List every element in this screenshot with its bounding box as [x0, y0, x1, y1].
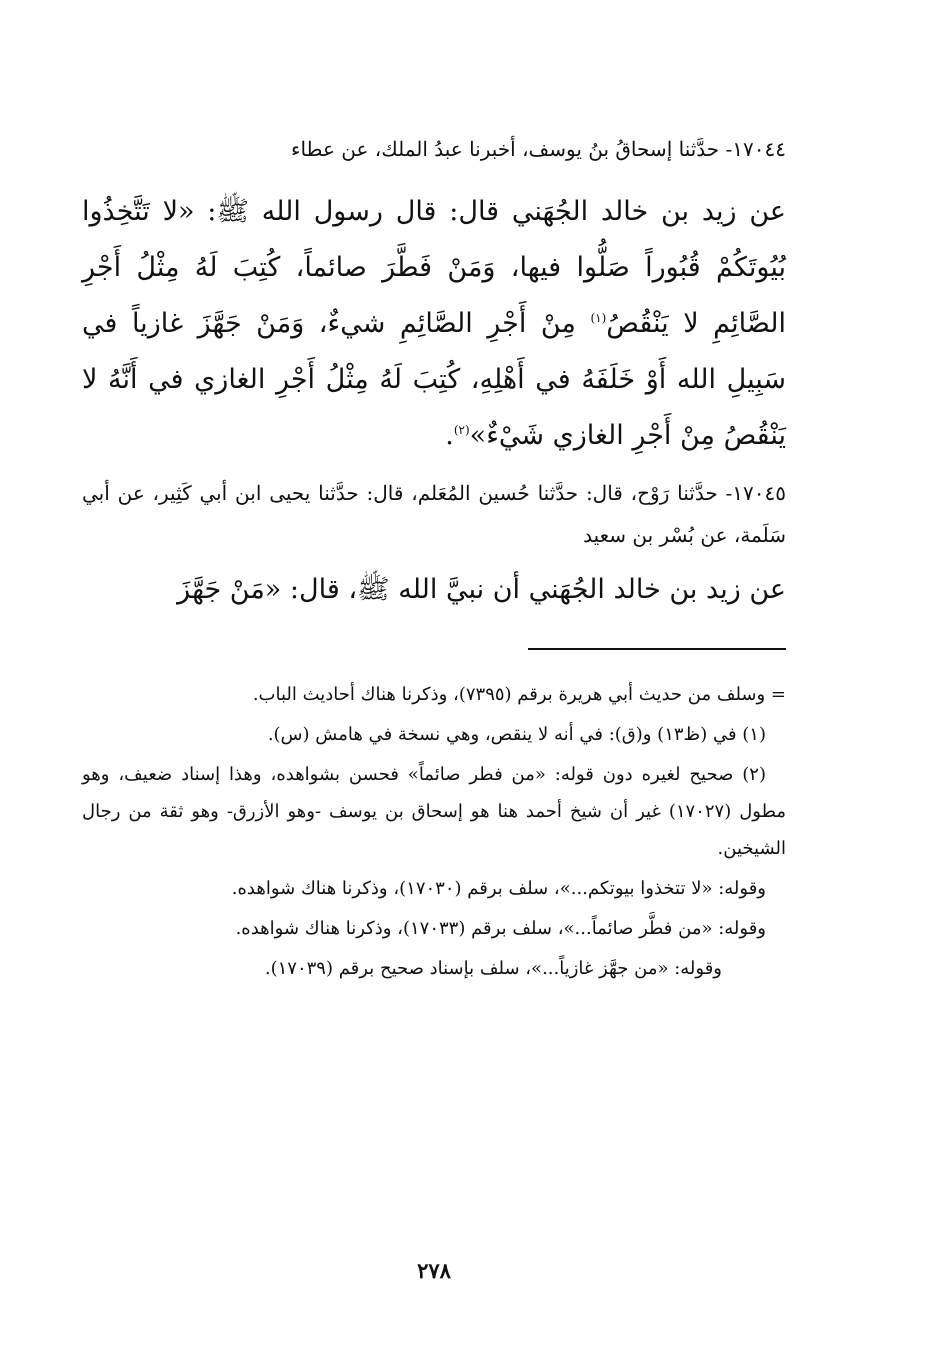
footnote-ref-1[interactable]: (١) — [590, 311, 607, 325]
hadith-17045-matn: عن زيد بن خالد الجُهَني أن نبيَّ الله ﷺ، قال: «مَنْ جَهَّزَ — [177, 574, 786, 605]
hadith-17044-matn-text: عن زيد بن خالد الجُهَني قال: قال رسول الله ﷺ: «لا تَتَّخِذُوا بُيُوتَكُمْ قُبُوراً صَلُّوا فيها، وَمَنْ فَطَّرَ صائماً، كُتِبَ لَهُ مِثْلُ أَجْرِ الصَّائِمِ لا يَنْقُصُ — [82, 196, 786, 339]
hadith-17044-matn — [82, 184, 786, 464]
hadith-17044-matn-end: . — [445, 420, 454, 451]
footnote-2-paragraph-c: وقوله: «من جهَّز غازياً...»، سلف بإسناد صحيح برقم (١٧٠٣٩). — [264, 958, 722, 979]
book-page — [82, 128, 786, 1288]
footnote-continuation: = وسلف من حديث أبي هريرة برقم (٧٣٩٥)، وذكرنا هناك أحاديث الباب. — [252, 684, 786, 705]
page-number: ٢٧٨ — [417, 1258, 451, 1283]
footnote-ref-2[interactable]: (٢) — [453, 423, 470, 437]
hadith-17045-isnad: ١٧٠٤٥- حدَّثنا رَوْح، قال: حدَّثنا حُسين المُعَلم، قال: حدَّثنا يحيى ابن أبي كَثِير، عن أبي سَلَمة، عن بُسْر بن سعيد — [82, 481, 786, 547]
footnote-2: (٢) صحيح لغيره دون قوله: «من فطر صائماً» فحسن بشواهده، وهذا إسناد ضعيف، وهو مطول (١٧٠٢٧) غير أن شيخ أحمد هنا هو إسحاق بن يوسف -وهو الأزرق- وهو ثقة من رجال الشيخين. — [82, 764, 786, 859]
hadith-17044-matn-continued: مِنْ أَجْرِ الصَّائِمِ شيءٌ، وَمَنْ جَهَّزَ غازياً في سَبِيلِ الله أَوْ خَلَفَهُ في أَهْلِهِ، كُتِبَ لَهُ مِثْلُ أَجْرِ الغازي في أَنَّهُ لا يَنْقُصُ مِنْ أَجْرِ الغازي شَيْءٌ» — [82, 308, 786, 451]
footnote-2-paragraph-b: وقوله: «من فطَّر صائماً...»، سلف برقم (١٧٠٣٣)، وذكرنا هناك شواهده. — [235, 918, 766, 939]
footnote-separator — [528, 648, 786, 650]
footnote-2-paragraph-a: وقوله: «لا تتخذوا بيوتكم...»، سلف برقم (١٧٠٣٠)، وذكرنا هناك شواهده. — [231, 878, 766, 899]
footnote-1: (١) في (ظ١٣) و(ق): في أنه لا ينقص، وهي نسخة في هامش (س). — [267, 724, 766, 745]
hadith-17044-isnad: ١٧٠٤٤- حدَّثنا إسحاقُ بنُ يوسف، أخبرنا عبدُ الملك، عن عطاء — [291, 137, 786, 161]
